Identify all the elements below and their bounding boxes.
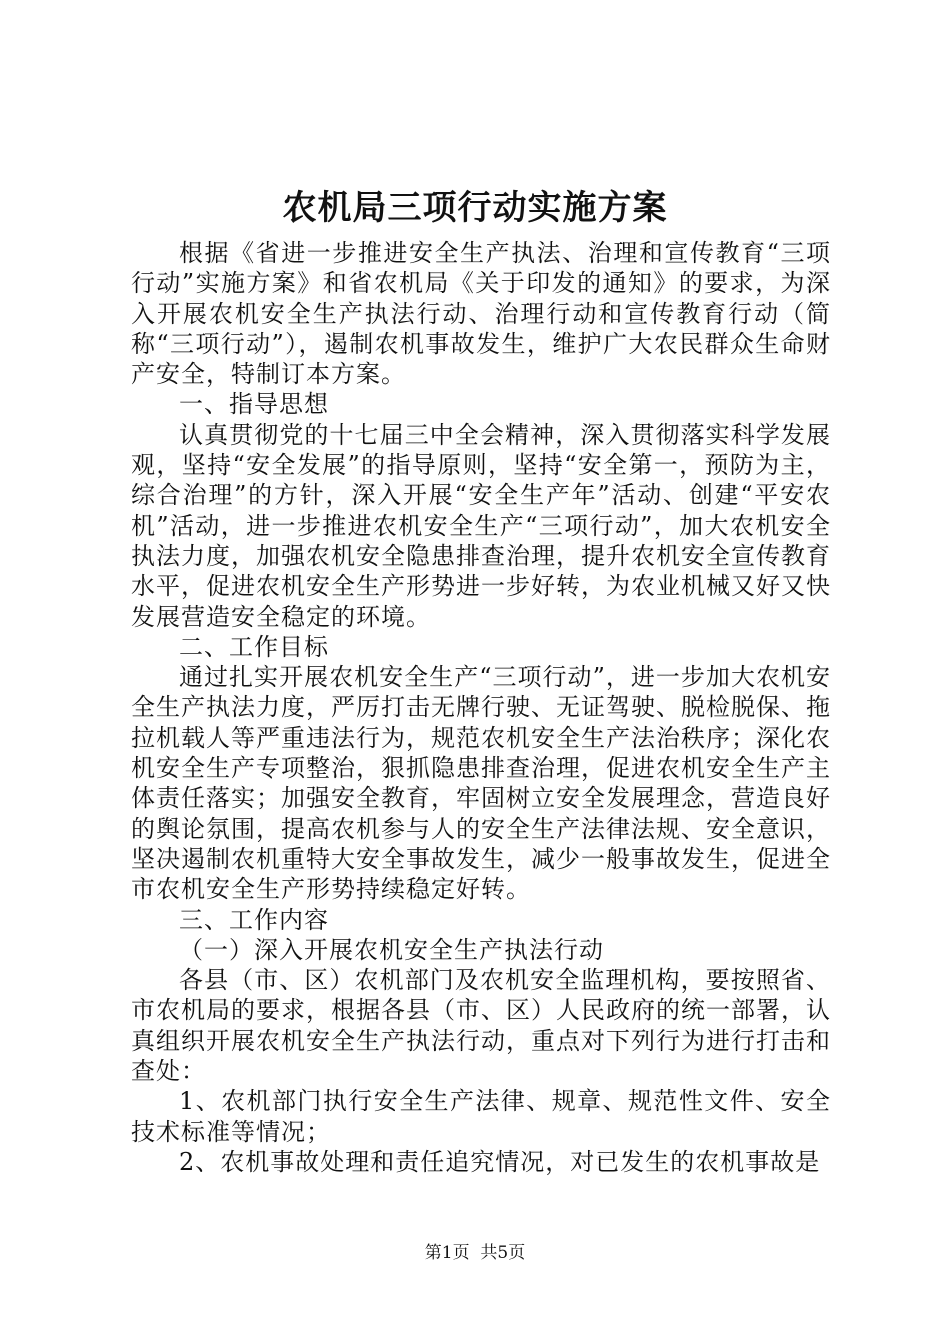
document-title: 农机局三项行动实施方案: [282, 188, 668, 228]
subsection-heading-enforcement: （一）深入开展农机安全生产执法行动: [179, 935, 604, 964]
section-heading-work-goals: 二、工作目标: [179, 632, 329, 661]
intro-paragraph: 根据《省进一步推进安全生产执法、治理和宣传教育“三项行动”实施方案》和省农机局《关于印发的通知》的要求，为深入开展农机安全生产执法行动、治理行动和宣传教育行动（简称“三项行动”），遏制农机事故发生，维护广大农民群众生命财产安全，特制订本方案。: [131, 239, 831, 389]
list-item-2: 2、农机事故处理和责任追究情况，对已发生的农机事故是: [179, 1147, 821, 1176]
document-body: [131, 238, 831, 1177]
section-heading-work-content: 三、工作内容: [179, 905, 329, 934]
work-goals-paragraph: 通过扎实开展农机安全生产“三项行动”，进一步加大农机安全生产执法力度，严厉打击无牌行驶、无证驾驶、脱检脱保、拖拉机载人等严重违法行为，规范农机安全生产法治秩序；深化农机安全生产专项整治，狠抓隐患排查治理，促进农机安全生产主体责任落实；加强安全教育，牢固树立安全发展理念，营造良好的舆论氛围，提高农机参与人的安全生产法律法规、安全意识，坚决遏制农机重特大安全事故发生，减少一般事故发生，促进全市农机安全生产形势持续稳定好转。: [131, 663, 831, 904]
page-total: 共5页: [480, 1243, 526, 1263]
enforcement-paragraph: 各县（市、区）农机部门及农机安全监理机构，要按照省、市农机局的要求，根据各县（市、区）人民政府的统一部署，认真组织开展农机安全生产执法行动，重点对下列行为进行打击和查处：: [131, 966, 831, 1086]
page-footer: [0, 1239, 950, 1267]
section-heading-guiding-thought: 一、指导思想: [179, 390, 329, 419]
guiding-thought-paragraph: 认真贯彻党的十七届三中全会精神，深入贯彻落实科学发展观，坚持“安全发展”的指导原则，坚持“安全第一，预防为主，综合治理”的方针，深入开展“安全生产年”活动、创建“平安农机”活动，进一步推进农机安全生产“三项行动”，加大农机安全执法力度，加强农机安全隐患排查治理，提升农机安全宣传教育水平，促进农机安全生产形势进一步好转，为农业机械又好又快发展营造安全稳定的环境。: [131, 420, 831, 631]
list-item-1: 1、农机部门执行安全生产法律、规章、规范性文件、安全技术标准等情况；: [131, 1087, 831, 1146]
page-number: 第1页: [424, 1243, 470, 1263]
